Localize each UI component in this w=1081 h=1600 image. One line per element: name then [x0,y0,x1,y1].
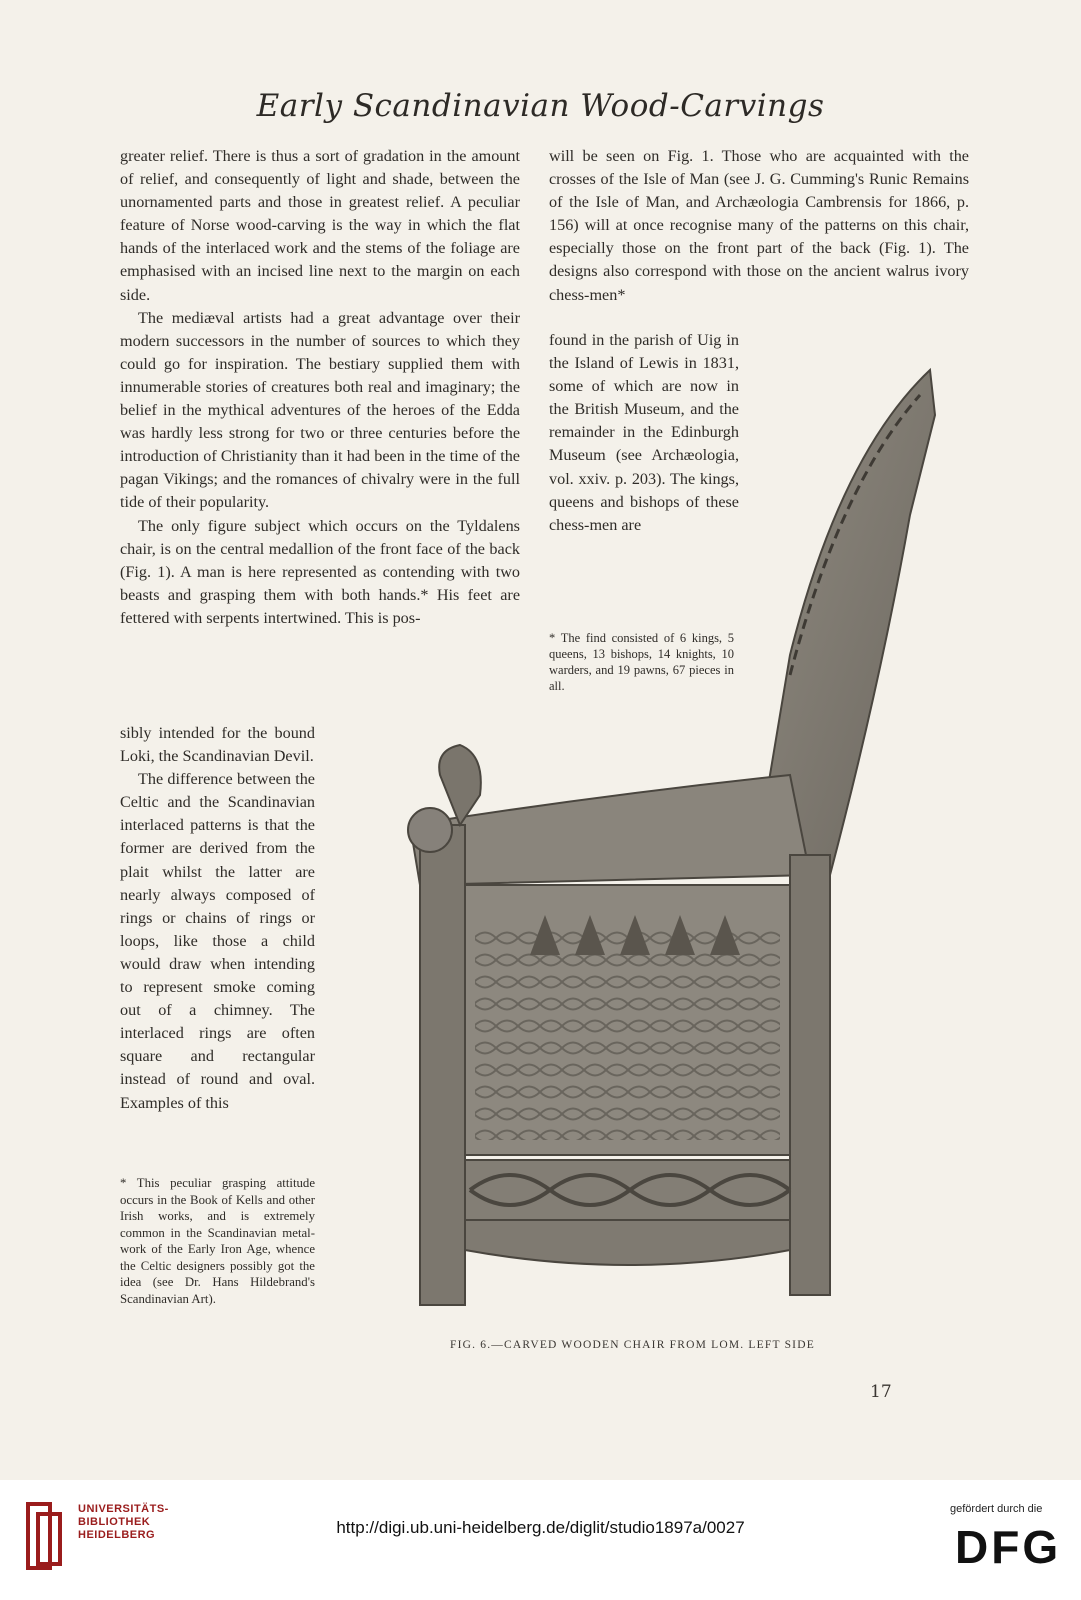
chair-illustration [320,355,960,1335]
left-paragraph-2: The mediæval artists had a great advantage over their modern successors in the number of sources to which they could go for inspiration. The bestiary supplied them with innumerable stories of creatures both real and imaginary; the belief in the mythical adventures of the heroes of the Edda was hardly less strong for two or three centuries before the introduction of Christianity than it had been in the time of the pagan Vikings; and the romances of chivalry were in the full tide of their popularity. [120,308,520,512]
page-number: 17 [870,1382,892,1402]
dfg-logo: DFG [955,1521,1062,1573]
right-paragraph-1: will be seen on Fig. 1. Those who are acquainted with the crosses of the Isle of Man (see J. G. Cumming's Runic Remains of the Isle of Man, and Archæologia Cambrensis for 1866, p. 156) will at once recognise many of the patterns on this chair, especially those on the front part of the back (Fig. 1). The designs also correspond with those on the ancient walrus ivory chess-men* [549,147,969,304]
running-header: Early Scandinavian Wood-Carvings [256,88,825,124]
source-url-link[interactable]: http://digi.ub.uni-heidelberg.de/diglit/studio1897a/0027 [336,1518,745,1537]
library-line-3: HEIDELBERG [78,1529,156,1541]
funded-by-label: gefördert durch die [950,1503,1043,1515]
left-footnote: * This peculiar grasping attitude occurs in the Book of Kells and other Irish works, and is extremely common in the Scandinavian metal-work of the Early Iron Age, whence the Celtic designers possibly got the idea (see Dr. Hans Hildebrand's Scandinavian Art). [120,1176,315,1306]
library-line-2: BIBLIOTHEK [78,1516,151,1528]
right-paragraph-1-continued: found in the parish of Uig in the Island of Lewis in 1831, some of which are now in the British Museum, and the remainder in the Edinburgh Museum (see Archæologia, vol. xxiv. p. 203). The kings, queens and bishops of these chess-men are [549,331,739,534]
right-footnote: * The find consisted of 6 kings, 5 queens, 13 bishops, 14 knights, 10 warders, and 19 pawns, 67 pieces in all. [549,631,734,693]
left-paragraph-1: greater relief. There is thus a sort of gradation in the amount of relief, and consequently of light and shade, between the unornamented parts and those in greatest relief. A peculiar feature of Norse wood-carving is the way in which the flat hands of the interlaced work and the stems of the foliage are emphasised with an incised line next to the margin on each side. [120,147,520,304]
left-paragraph-4: The difference between the Celtic and the Scandinavian interlaced patterns is that the former are derived from the plait whilst the latter are nearly always composed of rings or chains of rings or loops, like those a child would draw when intending to represent smoke coming out of a chimney. The interlaced rings are often square and rectangular instead of round and oval. Examples of this [120,770,315,1112]
figure-caption: FIG. 6.—CARVED WOODEN CHAIR FROM LOM. LEFT SIDE [450,1339,815,1351]
right-column [549,145,969,307]
left-paragraph-3: The only figure subject which occurs on the Tyldalens chair, is on the central medallion of the front face of the back (Fig. 1). A man is here represented as contending with two beasts and grasping them with both hands.* His feet are fettered with serpents intertwined. This is pos- [120,516,520,627]
library-line-1: UNIVERSITÄTS- [78,1503,169,1515]
left-narrow-column [120,722,315,1115]
left-paragraph-3-continued: sibly intended for the bound Loki, the Scandinavian Devil. [120,724,315,766]
